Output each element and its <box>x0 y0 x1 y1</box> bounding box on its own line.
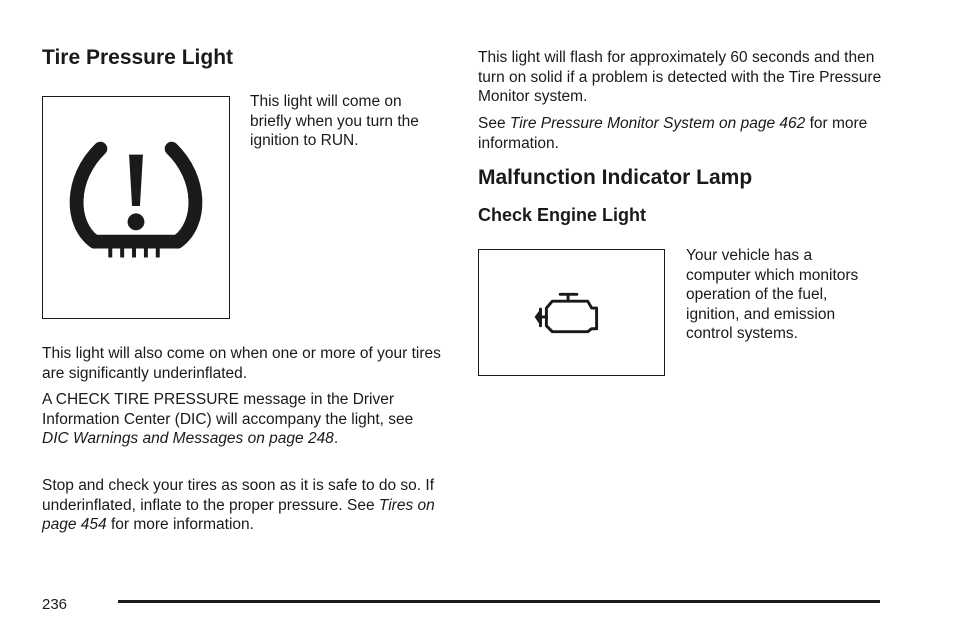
check-tires-text: Stop and check your tires as soon as it is safe to do so. If underinflated, inflate to the proper pressure. See <box>42 477 435 514</box>
underinflated-paragraph: This light will also come on when one or more of your tires are significantly underinflated. <box>42 345 441 382</box>
section-title-malfunction-indicator-lamp: Malfunction Indicator Lamp <box>478 166 753 189</box>
footer-rule <box>118 600 880 603</box>
check-engine-icon-box <box>478 249 665 376</box>
engine-computer-text: Your vehicle has a computer which monitors operation of the fuel, ignition, and emission control systems. <box>686 247 859 342</box>
flash-paragraph: This light will flash for approximately 60 seconds and then turn on solid if a problem is detected with the Tire Pressure Monitor system. <box>478 49 882 105</box>
dic-paragraph-end: . <box>333 430 339 447</box>
see-tpms-end: for more information. <box>478 115 868 152</box>
check-tires-end: for more information. <box>106 516 254 533</box>
section-title-tire-pressure-light: Tire Pressure Light <box>42 46 234 69</box>
check-tires-paragraph <box>42 476 447 535</box>
dic-warnings-reference: DIC Warnings and Messages on page 248 <box>42 430 334 447</box>
dic-paragraph-text: A CHECK TIRE PRESSURE message in the Driver Information Center (DIC) will accompany the light, see <box>42 391 414 428</box>
dic-message-paragraph <box>42 390 432 449</box>
tires-page-reference: Tires on page 454 <box>42 496 435 533</box>
subsection-title-check-engine-light: Check Engine Light <box>478 205 647 225</box>
check-engine-icon <box>479 250 664 375</box>
tire-pressure-icon-box <box>42 96 230 319</box>
see-text: See <box>478 115 510 132</box>
tire-pressure-warning-icon <box>43 97 229 318</box>
see-tpms-paragraph <box>478 114 878 153</box>
tire-pressure-intro-text: This light will come on briefly when you turn the ignition to RUN. <box>250 93 419 149</box>
tpms-page-reference: Tire Pressure Monitor System on page 462 <box>509 115 806 132</box>
page-number: 236 <box>42 596 68 613</box>
